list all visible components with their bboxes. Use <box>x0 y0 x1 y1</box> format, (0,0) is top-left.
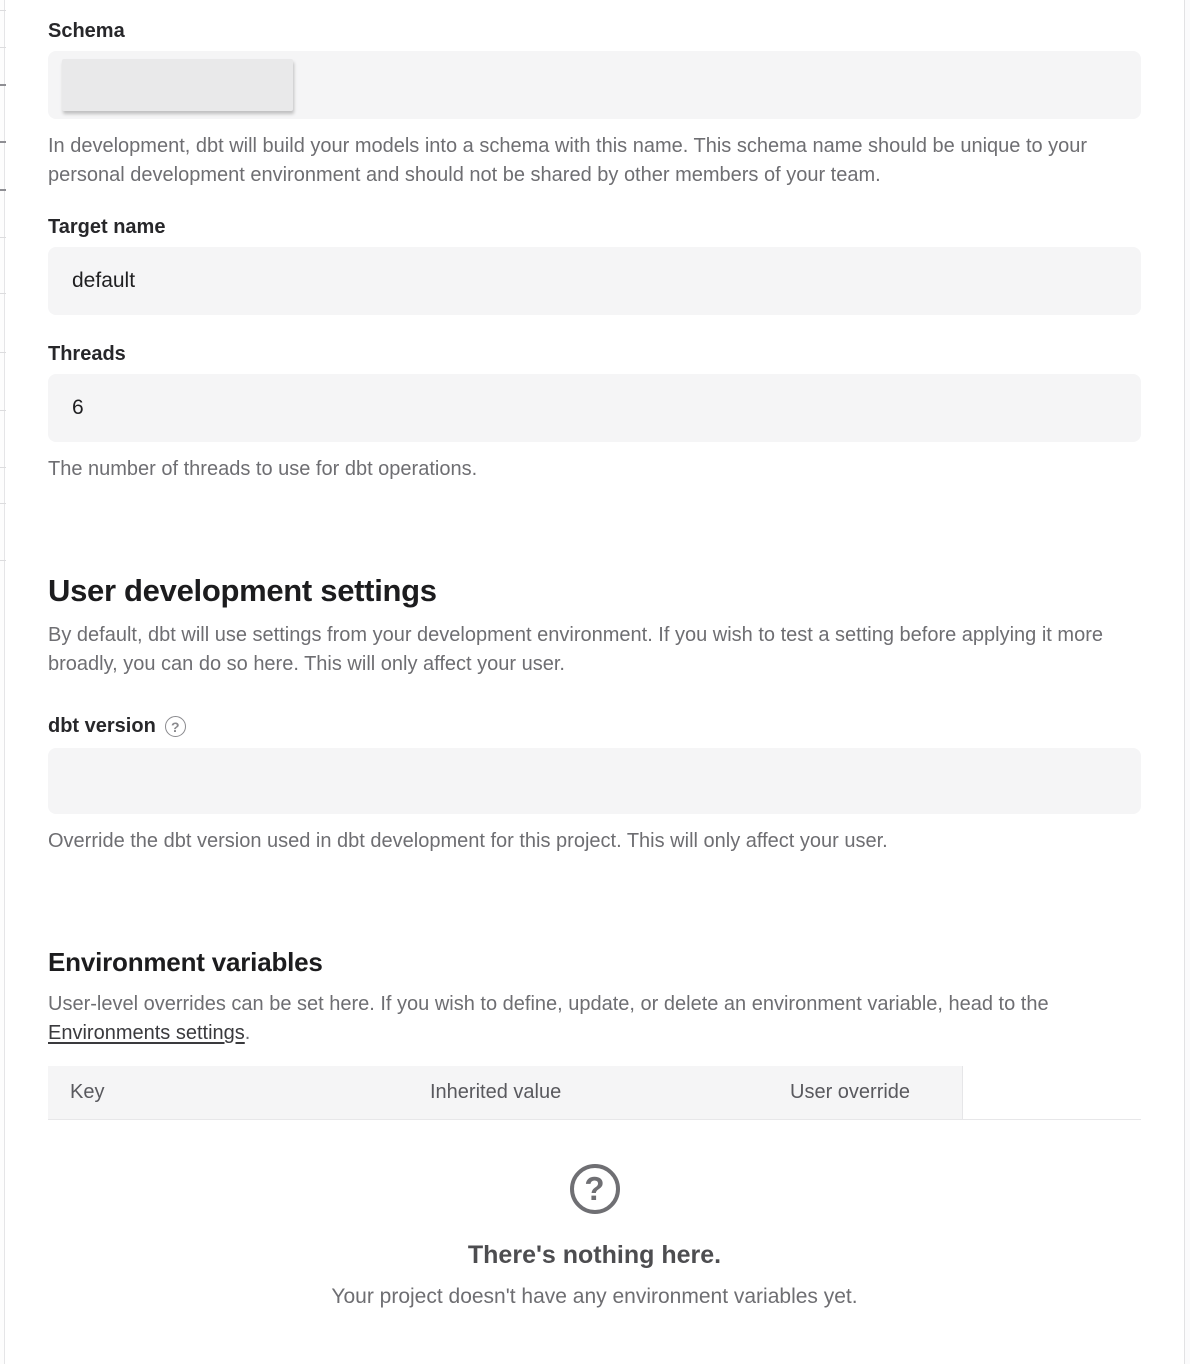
dbt-version-label: dbt version ? <box>48 715 1141 738</box>
column-header-inherited-value: Inherited value <box>390 1066 745 1119</box>
left-panel-edge <box>0 0 5 1364</box>
panel-divider <box>0 293 6 294</box>
empty-state <box>48 1164 1141 1309</box>
panel-divider <box>0 467 6 468</box>
panel-divider <box>0 141 6 143</box>
threads-label: Threads <box>48 343 126 365</box>
column-header-actions <box>962 1066 1141 1119</box>
environment-variables-title: Environment variables <box>48 947 323 977</box>
schema-help-text: In development, dbt will build your models into a schema with this name. This schema name should be unique to your personal development environment and should not be shared by other members of your team. <box>48 135 1088 186</box>
column-header-user-override: User override <box>745 1066 962 1119</box>
environments-settings-link[interactable]: Environments settings <box>48 1022 245 1044</box>
dbt-version-input[interactable] <box>48 748 1141 814</box>
schema-label: Schema <box>48 20 125 42</box>
threads-value: 6 <box>72 396 84 419</box>
threads-input[interactable] <box>48 374 1141 442</box>
environment-variables-table-header <box>48 1066 1141 1120</box>
target-name-label: Target name <box>48 216 166 238</box>
panel-divider <box>0 503 6 504</box>
target-name-value: default <box>72 269 136 292</box>
panel-divider <box>0 560 6 561</box>
panel-divider <box>0 410 6 411</box>
empty-state-title: There's nothing here. <box>467 1241 722 1269</box>
scrollbar-track[interactable] <box>1184 0 1190 1364</box>
panel-divider <box>0 10 6 11</box>
panel-divider <box>0 84 6 86</box>
panel-divider <box>0 237 6 238</box>
user-development-settings-title: User development settings <box>48 573 437 608</box>
panel-divider <box>0 189 6 191</box>
threads-help-text: The number of threads to use for dbt operations. <box>48 458 478 480</box>
panel-divider <box>0 352 6 353</box>
environment-variables-description: User-level overrides can be set here. If you wish to define, update, or delete an environment variable, head to the Environments settings. <box>48 993 1049 1044</box>
column-header-key: Key <box>48 1066 390 1119</box>
user-development-settings-description: By default, dbt will use settings from your development environment. If you wish to test a setting before applying it more broadly, you can do so here. This will only affect your user. <box>48 624 1103 675</box>
empty-state-subtitle: Your project doesn't have any environment variables yet. <box>331 1285 858 1308</box>
settings-panel <box>48 0 1141 1309</box>
target-name-input[interactable] <box>48 247 1141 315</box>
dbt-version-help-text: Override the dbt version used in dbt development for this project. This will only affect your user. <box>48 830 888 852</box>
help-circle-icon[interactable]: ? <box>165 716 186 737</box>
schema-loading-skeleton <box>62 59 293 111</box>
schema-input[interactable] <box>48 51 1141 119</box>
question-mark-circle-icon: ? <box>570 1164 620 1214</box>
panel-divider <box>0 47 6 48</box>
